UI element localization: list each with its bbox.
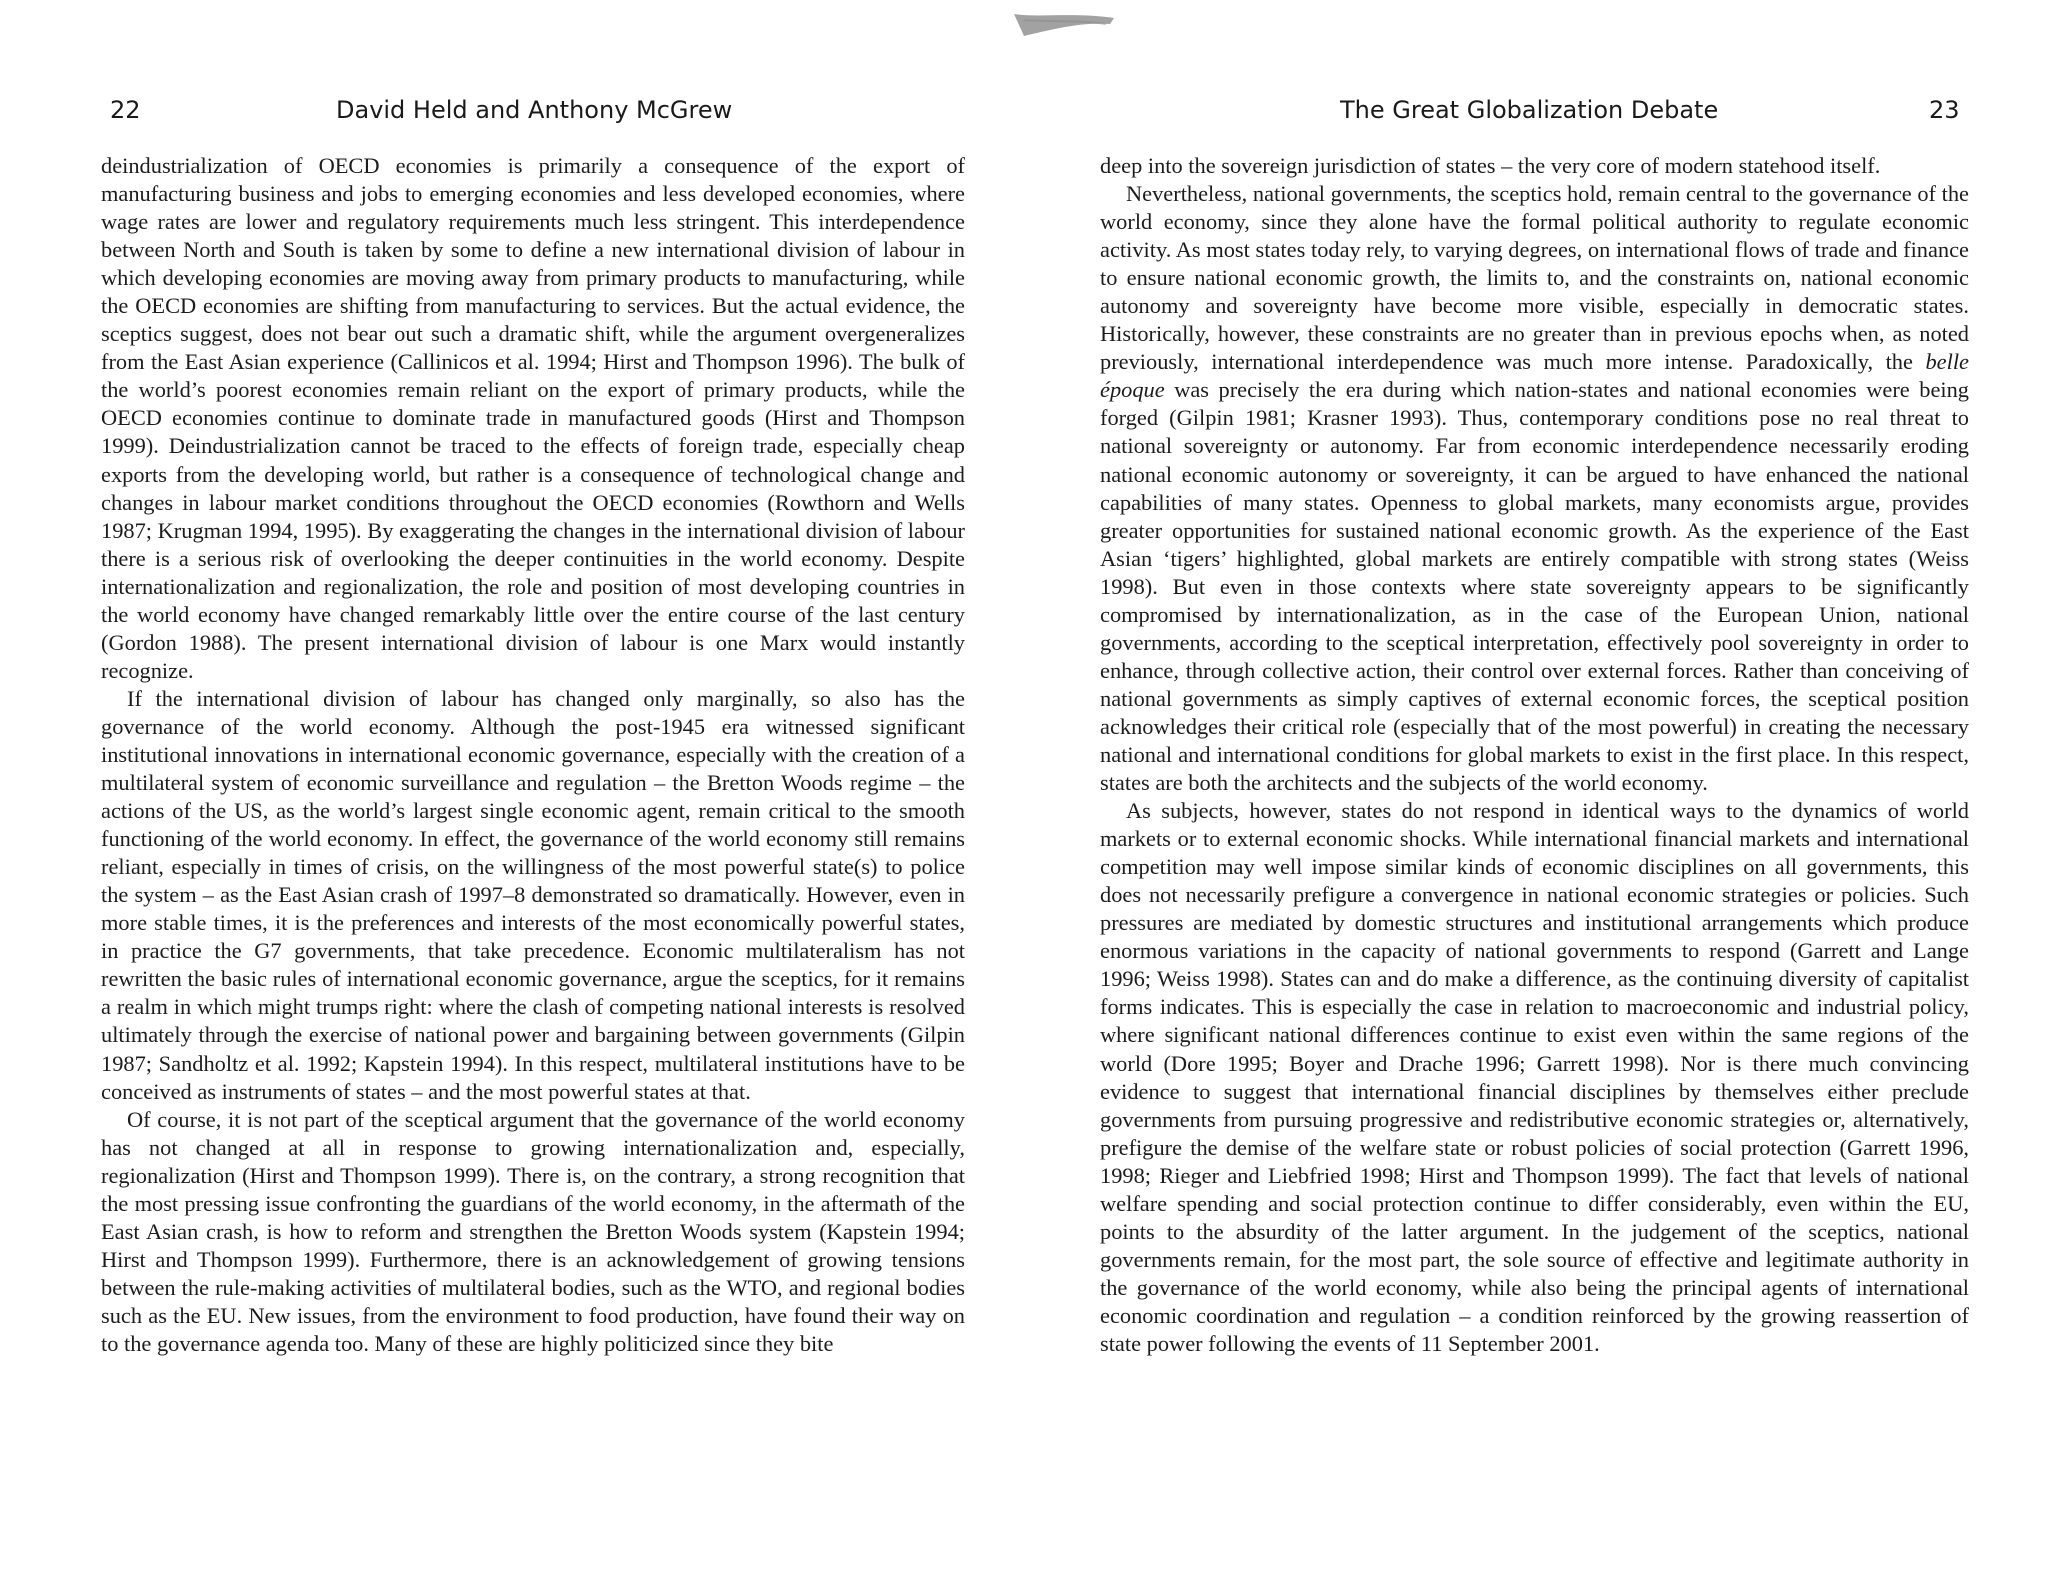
left-page-body: [101, 152, 965, 1358]
body-paragraph: If the international division of labour has changed only marginally, so also has the governance of the world economy. Although the post-1945 era witnessed significant institutional innovations in international economic governance, especially with the creation of a multilateral system of economic surveillance and regulation – the Bretton Woods regime – the actions of the US, as the world’s largest single economic agent, remain critical to the smooth functioning of the world economy. In effect, the governance of the world economy still remains reliant, especially in times of crisis, on the willingness of the most powerful state(s) to police the system – as the East Asian crash of 1997–8 demonstrated so dramatically. However, even in more stable times, it is the preferences and interests of the most economically powerful states, in practice the G7 governments, that take precedence. Economic multilateralism has not rewritten the basic rules of international economic governance, argue the sceptics, for it remains a realm in which might trumps right: where the clash of competing national interests is resolved ultimately through the exercise of national power and bargaining between governments (Gilpin 1987; Sandholtz et al. 1992; Kapstein 1994). In this respect, multilateral institutions have to be conceived as instruments of states – and the most powerful states at that.: [101, 685, 965, 1104]
body-paragraph: As subjects, however, states do not respond in identical ways to the dynamics of world markets or to external economic shocks. While international financial markets and international competition may well impose similar kinds of economic disciplines on all governments, this does not necessarily prefigure a convergence in national economic strategies or policies. Such pressures are mediated by domestic structures and institutional arrangements which produce enormous variations in the capacity of national governments to respond (Garrett and Lange 1996; Weiss 1998). States can and do make a difference, as the continuing diversity of capitalist forms indicates. This is especially the case in relation to macroeconomic and industrial policy, where significant national differences continue to exist even within the same regions of the world (Dore 1995; Boyer and Drache 1996; Garrett 1998). Nor is there much convincing evidence to suggest that international financial disciplines by themselves either preclude governments from pursuing progressive and redistributive economic strategies or, alternatively, prefigure the demise of the welfare state or robust policies of social protection (Garrett 1996, 1998; Rieger and Liebfried 1998; Hirst and Thompson 1999). The fact that levels of national welfare spending and social protection continue to differ considerably, even within the EU, points to the absurdity of the latter argument. In the judgement of the sceptics, national governments remain, for the most part, the sole source of effective and legitimate authority in the governance of the world economy, while also being the principal agents of international economic coordination and regulation – a condition reinforced by the growing reassertion of state power following the events of 11 September 2001.: [1100, 798, 1969, 1356]
body-paragraph: Of course, it is not part of the sceptical argument that the governance of the world economy has not changed at all in response to growing internationalization and, especially, regionalization (Hirst and Thompson 1999). There is, on the contrary, a strong recognition that the most pressing issue confronting the guardians of the world economy, in the aftermath of the East Asian crash, is how to reform and strengthen the Bretton Woods system (Kapstein 1994; Hirst and Thompson 1999). Furthermore, there is an acknowledgement of growing tensions between the rule-making activities of multilateral bodies, such as the WTO, and regional bodies such as the EU. New issues, from the environment to food production, have found their way on to the governance agenda too. Many of these are highly politicized since they bite: [101, 1106, 965, 1356]
body-paragraph: [1100, 180, 1969, 797]
running-head-title: The Great Globalization Debate: [1340, 96, 1719, 124]
text-run: was precisely the era during which nation-states and national economies were being forged (Gilpin 1981; Krasner 1993). Thus, contemporary conditions pose no real threat to national sovereignty or autonomy. Far from economic interdependence necessarily eroding national economic autonomy or sovereignty, it can be argued to have enhanced the national capabilities of many states. Openness to global markets, many economists argue, provides greater opportunities for sustained national economic growth. As the experience of the East Asian ‘tigers’ highlighted, global markets are entirely compatible with strong states (Weiss 1998). But even in those contexts where state sovereignty appears to be significantly compromised by internationalization, as in the case of the European Union, national governments, according to the sceptical interpretation, effectively pool sovereignty in order to enhance, through collective action, their control over external forces. Rather than conceiving of national governments as simply captives of external economic forces, the sceptical position acknowledges their critical role (especially that of the most powerful) in creating the necessary national and international conditions for global markets to exist in the first place. In this respect, states are both the architects and the subjects of the world economy.: [1100, 377, 1969, 796]
body-paragraph: deindustrialization of OECD economies is primarily a consequence of the export of manufacturing business and jobs to emerging economies and less developed economies, where wage rates are lower and regulatory requirements much less stringent. This interdependence between North and South is taken by some to define a new international division of labour in which developing economies are moving away from primary products to manufacturing, while the OECD economies are shifting from manufacturing to services. But the actual evidence, the sceptics suggest, does not bear out such a dramatic shift, while the argument overgeneralizes from the East Asian experience (Callinicos et al. 1994; Hirst and Thompson 1996). The bulk of the world’s poorest economies remain reliant on the export of primary products, while the OECD economies continue to dominate trade in manufactured goods (Hirst and Thompson 1999). Deindustrialization cannot be traced to the effects of foreign trade, especially cheap exports from the developing world, but rather is a consequence of technological change and changes in labour market conditions throughout the OECD economies (Rowthorn and Wells 1987; Krugman 1994, 1995). By exaggerating the changes in the international division of labour there is a serious risk of overlooking the deeper continuities in the world economy. Despite internationalization and regionalization, the role and position of most developing countries in the world economy have changed remarkably little over the entire course of the last century (Gordon 1988). The present international division of labour is one Marx would instantly recognize.: [101, 153, 965, 683]
running-head-authors: David Held and Anthony McGrew: [336, 96, 733, 124]
page-number-right: 23: [1929, 96, 1960, 124]
italic-term: belle époque: [1100, 349, 1969, 403]
right-page-body: [1100, 152, 1969, 1358]
text-run: Nevertheless, national governments, the sceptics hold, remain central to the governance of the world economy, since they alone have the formal political authority to regulate economic activity. As most states today rely, to varying degrees, on international flows of trade and finance to ensure national economic growth, the limits to, and the constraints on, national economic autonomy and sovereignty have become more visible, especially in democratic states. Historically, however, these constraints are no greater than in previous epochs when, as noted previously, international interdependence was much more intense. Paradoxically, the: [1100, 181, 1969, 375]
body-paragraph: deep into the sovereign jurisdiction of states – the very core of modern statehood itself.: [1100, 153, 1881, 178]
right-page: [1024, 0, 2048, 1578]
page-number-left: 22: [110, 96, 141, 124]
